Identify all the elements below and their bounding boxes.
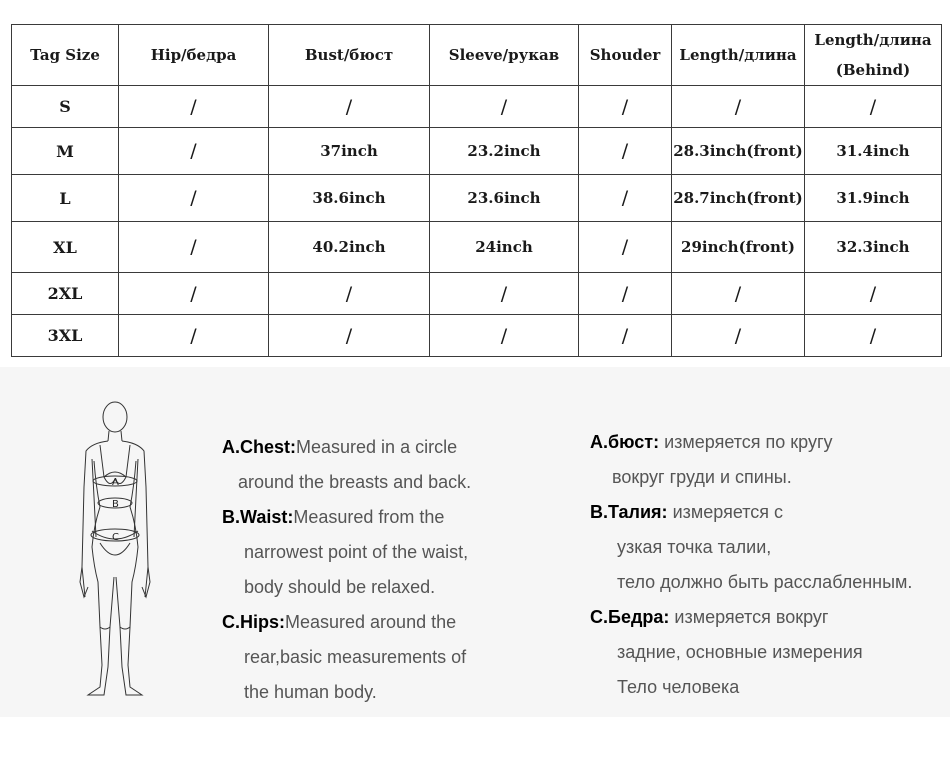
size-chart-table (11, 24, 942, 357)
hips-text: Measured around the (285, 612, 457, 632)
cell-hip: / (119, 315, 269, 357)
cell-length-front: 28.7inch(front) (672, 175, 805, 222)
guide-item-waist (222, 500, 562, 605)
header-tag-size: Tag Size (12, 25, 119, 86)
cell-length-front: / (672, 315, 805, 357)
cell-sleeve: / (430, 86, 579, 128)
table-row (12, 175, 942, 222)
cell-length-front: 29inch(front) (672, 222, 805, 273)
measurement-guide (0, 367, 950, 717)
hips-ru-text-3: Тело человека (617, 677, 740, 697)
waist-text-2: narrowest point of the waist, (244, 542, 469, 562)
chest-text: Measured in a circle (296, 437, 458, 457)
cell-hip: / (119, 175, 269, 222)
cell-length-behind: 32.3inch (805, 222, 942, 273)
cell-sleeve: / (430, 273, 579, 315)
cell-length-behind: / (805, 86, 942, 128)
table-row (12, 273, 942, 315)
figure-label-b: B (112, 499, 119, 510)
table-row (12, 222, 942, 273)
cell-hip: / (119, 273, 269, 315)
cell-length-front: / (672, 273, 805, 315)
cell-shoulder: / (579, 315, 672, 357)
bust-ru-key: A.бюст: (590, 432, 660, 452)
header-shoulder: Shouder (579, 25, 672, 86)
header-hip: Hip/бедра (119, 25, 269, 86)
header-length-behind: Length/длина (Behind) (805, 25, 942, 86)
chest-key: A.Chest: (222, 437, 297, 457)
cell-tag: 3XL (12, 315, 119, 357)
figure-label-a: A (112, 477, 119, 488)
cell-tag: M (12, 128, 119, 175)
hips-ru-text: измеряется вокруг (674, 607, 829, 627)
guide-item-bust-ru (590, 425, 950, 495)
header-bust: Bust/бюст (269, 25, 430, 86)
cell-tag: L (12, 175, 119, 222)
waist-key: B.Waist: (222, 507, 294, 527)
cell-bust: / (269, 315, 430, 357)
guide-russian (590, 425, 950, 705)
cell-shoulder: / (579, 128, 672, 175)
cell-bust: 40.2inch (269, 222, 430, 273)
guide-item-hips-ru (590, 600, 950, 705)
guide-english (222, 430, 562, 710)
cell-shoulder: / (579, 222, 672, 273)
bust-ru-text: измеряется по кругу (664, 432, 833, 452)
waist-ru-key: B.Талия: (590, 502, 668, 522)
guide-item-chest (222, 430, 562, 500)
waist-text-3: body should be relaxed. (244, 577, 436, 597)
cell-tag: 2XL (12, 273, 119, 315)
cell-length-front: 28.3inch(front) (672, 128, 805, 175)
waist-text: Measured from the (293, 507, 445, 527)
cell-length-behind: 31.9inch (805, 175, 942, 222)
cell-bust: / (269, 273, 430, 315)
cell-bust: 37inch (269, 128, 430, 175)
cell-shoulder: / (579, 175, 672, 222)
hips-text-3: the human body. (244, 682, 377, 702)
hips-ru-text-2: задние, основные измерения (617, 642, 863, 662)
cell-length-behind: / (805, 315, 942, 357)
header-sleeve: Sleeve/рукав (430, 25, 579, 86)
table-header-row (12, 25, 942, 86)
cell-sleeve: 23.2inch (430, 128, 579, 175)
hips-key: C.Hips: (222, 612, 285, 632)
body-figure-illustration (70, 397, 160, 702)
hips-ru-key: C.Бедра: (590, 607, 670, 627)
cell-tag: S (12, 86, 119, 128)
waist-ru-text-2: узкая точка талии, (617, 537, 772, 557)
table-row (12, 128, 942, 175)
cell-length-front: / (672, 86, 805, 128)
cell-tag: XL (12, 222, 119, 273)
bust-ru-text-2: вокруг груди и спины. (612, 467, 792, 487)
cell-sleeve: 23.6inch (430, 175, 579, 222)
chest-text-2: around the breasts and back. (238, 472, 472, 492)
cell-shoulder: / (579, 86, 672, 128)
header-length-front: Length/длина (672, 25, 805, 86)
cell-bust: 38.6inch (269, 175, 430, 222)
waist-ru-text: измеряется с (672, 502, 784, 522)
table-row (12, 315, 942, 357)
cell-sleeve: / (430, 315, 579, 357)
table-row (12, 86, 942, 128)
cell-hip: / (119, 222, 269, 273)
cell-hip: / (119, 86, 269, 128)
figure-label-c: C (112, 532, 119, 543)
cell-bust: / (269, 86, 430, 128)
cell-length-behind: / (805, 273, 942, 315)
cell-shoulder: / (579, 273, 672, 315)
cell-sleeve: 24inch (430, 222, 579, 273)
guide-item-waist-ru (590, 495, 950, 600)
cell-length-behind: 31.4inch (805, 128, 942, 175)
cell-hip: / (119, 128, 269, 175)
waist-ru-text-3: тело должно быть расслабленным. (617, 572, 913, 592)
hips-text-2: rear,basic measurements of (244, 647, 467, 667)
guide-item-hips (222, 605, 562, 710)
